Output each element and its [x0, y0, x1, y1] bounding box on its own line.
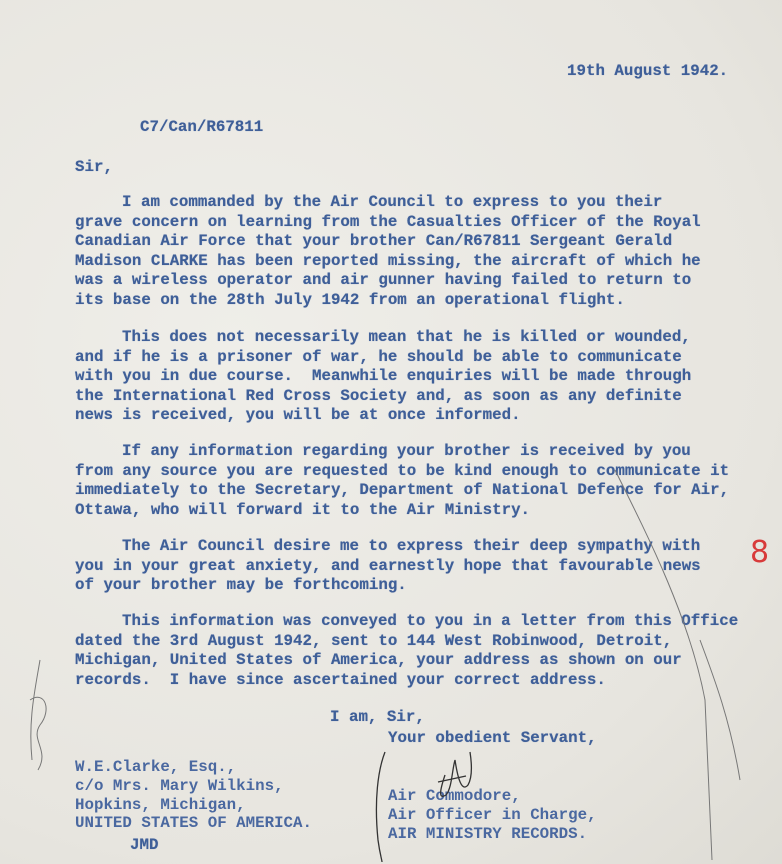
text-line: This information was conveyed to you in a letter from this Office [122, 612, 739, 630]
text-line: the International Red Cross Society and, as soon as any definite [75, 386, 682, 405]
reference-number: C7/Can/R67811 [140, 118, 264, 136]
signatory-line: Air Officer in Charge, [388, 805, 597, 824]
typist-initials: JMD [130, 836, 159, 854]
text-line: from any source you are requested to be kind enough to communicate it [75, 461, 730, 480]
text-line: with you in due course. Meanwhile enquiries will be made through [75, 367, 692, 385]
text-line: news is received, you will be at once informed. [75, 406, 521, 424]
handwritten-signature [376, 752, 471, 862]
text-line: its base on the 28th July 1942 from an operational flight. [75, 290, 625, 309]
pencil-marginal-marks [30, 470, 740, 860]
closing-line: Your obedient Servant, [388, 729, 597, 747]
text-line: Canadian Air Force that your brother Can/R67811 Sergeant Gerald [75, 232, 673, 250]
red-annotation-mark: 8 [750, 535, 770, 570]
text-line: This does not necessarily mean that he is killed or wounded, [122, 328, 691, 346]
signatory-line: Air Commodore, [388, 787, 521, 805]
salutation: Sir, [75, 158, 113, 176]
address-line: c/o Mrs. Mary Wilkins, [75, 776, 284, 795]
signatory-line: AIR MINISTRY RECORDS. [388, 824, 588, 843]
text-line: If any information regarding your brother is received by you [122, 442, 691, 460]
text-line: records. I have since ascertained your correct address. [75, 670, 606, 689]
text-line: immediately to the Secretary, Department of National Defence for Air, [75, 481, 730, 499]
text-line: dated the 3rd August 1942, sent to 144 West Robinwood, Detroit, [75, 631, 673, 650]
text-line: Madison CLARKE has been reported missing, the aircraft of which he [75, 251, 701, 270]
address-line: Hopkins, Michigan, [75, 795, 246, 814]
text-line: The Air Council desire me to express their deep sympathy with [122, 537, 701, 555]
text-line: grave concern on learning from the Casualties Officer of the Royal [75, 212, 701, 231]
letter-date: 19th August 1942. [567, 62, 729, 80]
closing-line: I am, Sir, [330, 708, 425, 726]
text-line: I am commanded by the Air Council to express to you their [122, 193, 663, 211]
address-line: UNITED STATES OF AMERICA. [75, 814, 312, 833]
text-line: Michigan, United States of America, your address as shown on our [75, 651, 682, 669]
address-line: W.E.Clarke, Esq., [75, 758, 237, 776]
text-line: of your brother may be forthcoming. [75, 576, 407, 594]
text-line: was a wireless operator and air gunner having failed to return to [75, 271, 692, 289]
text-line: Ottawa, who will forward it to the Air Ministry. [75, 500, 531, 519]
text-line: you in your great anxiety, and earnestly hope that favourable news [75, 556, 701, 575]
text-line: and if he is a prisoner of war, he should be able to communicate [75, 347, 682, 366]
